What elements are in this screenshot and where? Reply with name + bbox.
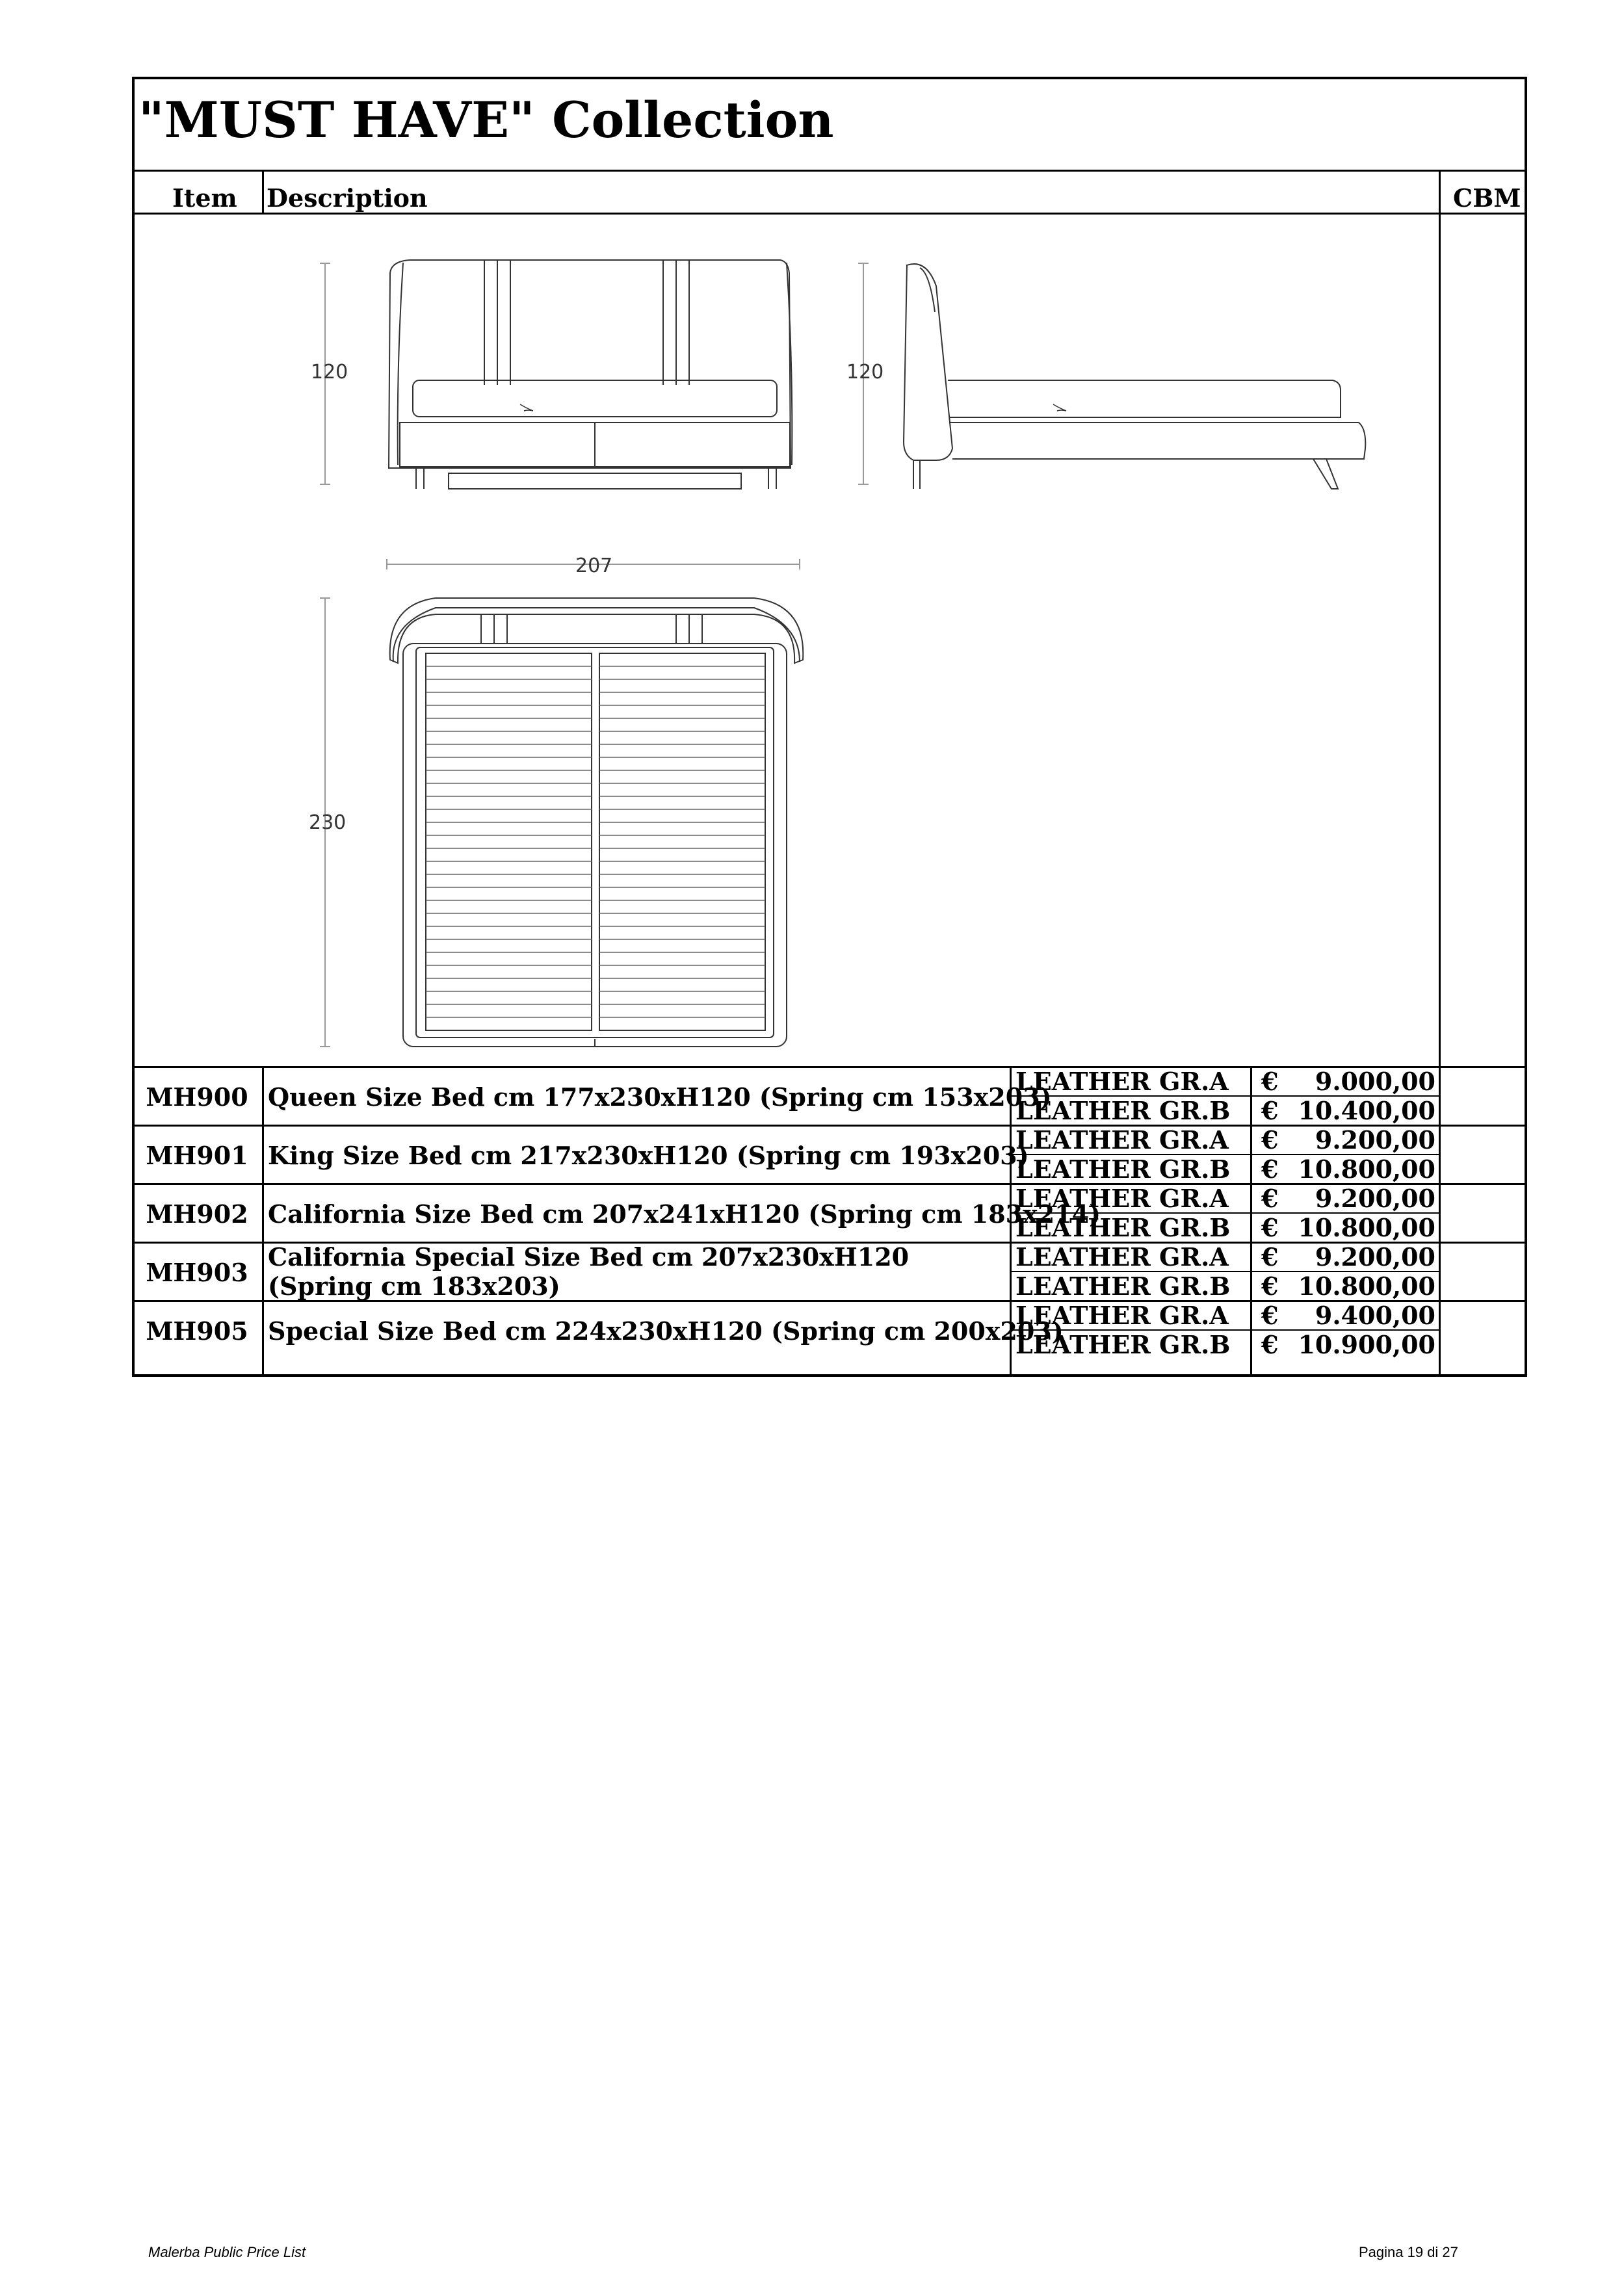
dimension-label: 120	[846, 361, 884, 384]
item-description: King Size Bed cm 217x230xH120 (Spring cm 193x203)	[268, 1141, 1029, 1170]
dimension-label: 120	[311, 361, 348, 384]
currency-symbol: €	[1261, 1213, 1279, 1242]
footer-page-number: Pagina 19 di 27	[1359, 2244, 1458, 2260]
leather-grade: LEATHER GR.A	[1015, 1067, 1229, 1096]
leather-grade: LEATHER GR.B	[1015, 1330, 1231, 1359]
header-item: Item	[172, 183, 237, 213]
divider	[1250, 1066, 1252, 1377]
front-view-drawing	[320, 260, 792, 489]
leather-grade: LEATHER GR.A	[1015, 1242, 1229, 1272]
currency-symbol: €	[1261, 1067, 1279, 1096]
price: 9.200,00	[1315, 1242, 1435, 1272]
currency-symbol: €	[1261, 1184, 1279, 1213]
leather-grade: LEATHER GR.A	[1015, 1184, 1229, 1213]
item-description-line2: (Spring cm 183x203)	[268, 1272, 560, 1301]
divider	[262, 1066, 264, 1377]
bed-technical-drawing	[280, 234, 1385, 1066]
price: 9.200,00	[1315, 1184, 1435, 1213]
item-code: MH900	[146, 1082, 248, 1112]
currency-symbol: €	[1261, 1242, 1279, 1272]
leather-grade: LEATHER GR.B	[1015, 1096, 1231, 1125]
divider	[1439, 170, 1441, 1377]
item-description: California Size Bed cm 207x241xH120 (Spring cm 183x214)	[268, 1199, 1101, 1229]
price: 9.200,00	[1315, 1125, 1435, 1155]
item-code: MH903	[146, 1258, 248, 1287]
currency-symbol: €	[1261, 1301, 1279, 1330]
leather-grade: LEATHER GR.B	[1015, 1272, 1231, 1301]
price: 10.800,00	[1298, 1272, 1435, 1301]
price: 10.800,00	[1298, 1213, 1435, 1242]
leather-grade: LEATHER GR.A	[1015, 1301, 1229, 1330]
header-description: Description	[267, 183, 428, 213]
footer-document-name: Malerba Public Price List	[148, 2244, 306, 2260]
currency-symbol: €	[1261, 1125, 1279, 1155]
currency-symbol: €	[1261, 1330, 1279, 1359]
dimension-label: 230	[309, 811, 347, 834]
divider	[132, 213, 1527, 215]
item-code: MH905	[146, 1316, 248, 1346]
item-description: Queen Size Bed cm 177x230xH120 (Spring cm 153x203)	[268, 1082, 1052, 1112]
leather-grade: LEATHER GR.A	[1015, 1125, 1229, 1155]
item-code: MH901	[146, 1141, 248, 1170]
currency-symbol: €	[1261, 1155, 1279, 1184]
price: 10.800,00	[1298, 1155, 1435, 1184]
dimension-label: 207	[575, 554, 613, 577]
price: 10.400,00	[1298, 1096, 1435, 1125]
price: 10.900,00	[1298, 1330, 1435, 1359]
divider	[262, 170, 264, 213]
item-description: Special Size Bed cm 224x230xH120 (Spring cm 200x203)	[268, 1316, 1064, 1346]
top-view-drawing	[320, 559, 803, 1047]
currency-symbol: €	[1261, 1272, 1279, 1301]
item-code: MH902	[146, 1199, 248, 1229]
side-view-drawing	[858, 263, 1365, 489]
price: 9.400,00	[1315, 1301, 1435, 1330]
item-description: California Special Size Bed cm 207x230xH120	[268, 1242, 910, 1272]
header-cbm: CBM	[1453, 183, 1521, 213]
page-title: "MUST HAVE" Collection	[138, 91, 834, 149]
leather-grade: LEATHER GR.B	[1015, 1213, 1231, 1242]
leather-grade: LEATHER GR.B	[1015, 1155, 1231, 1184]
currency-symbol: €	[1261, 1096, 1279, 1125]
price: 9.000,00	[1315, 1067, 1435, 1096]
divider	[132, 170, 1527, 172]
